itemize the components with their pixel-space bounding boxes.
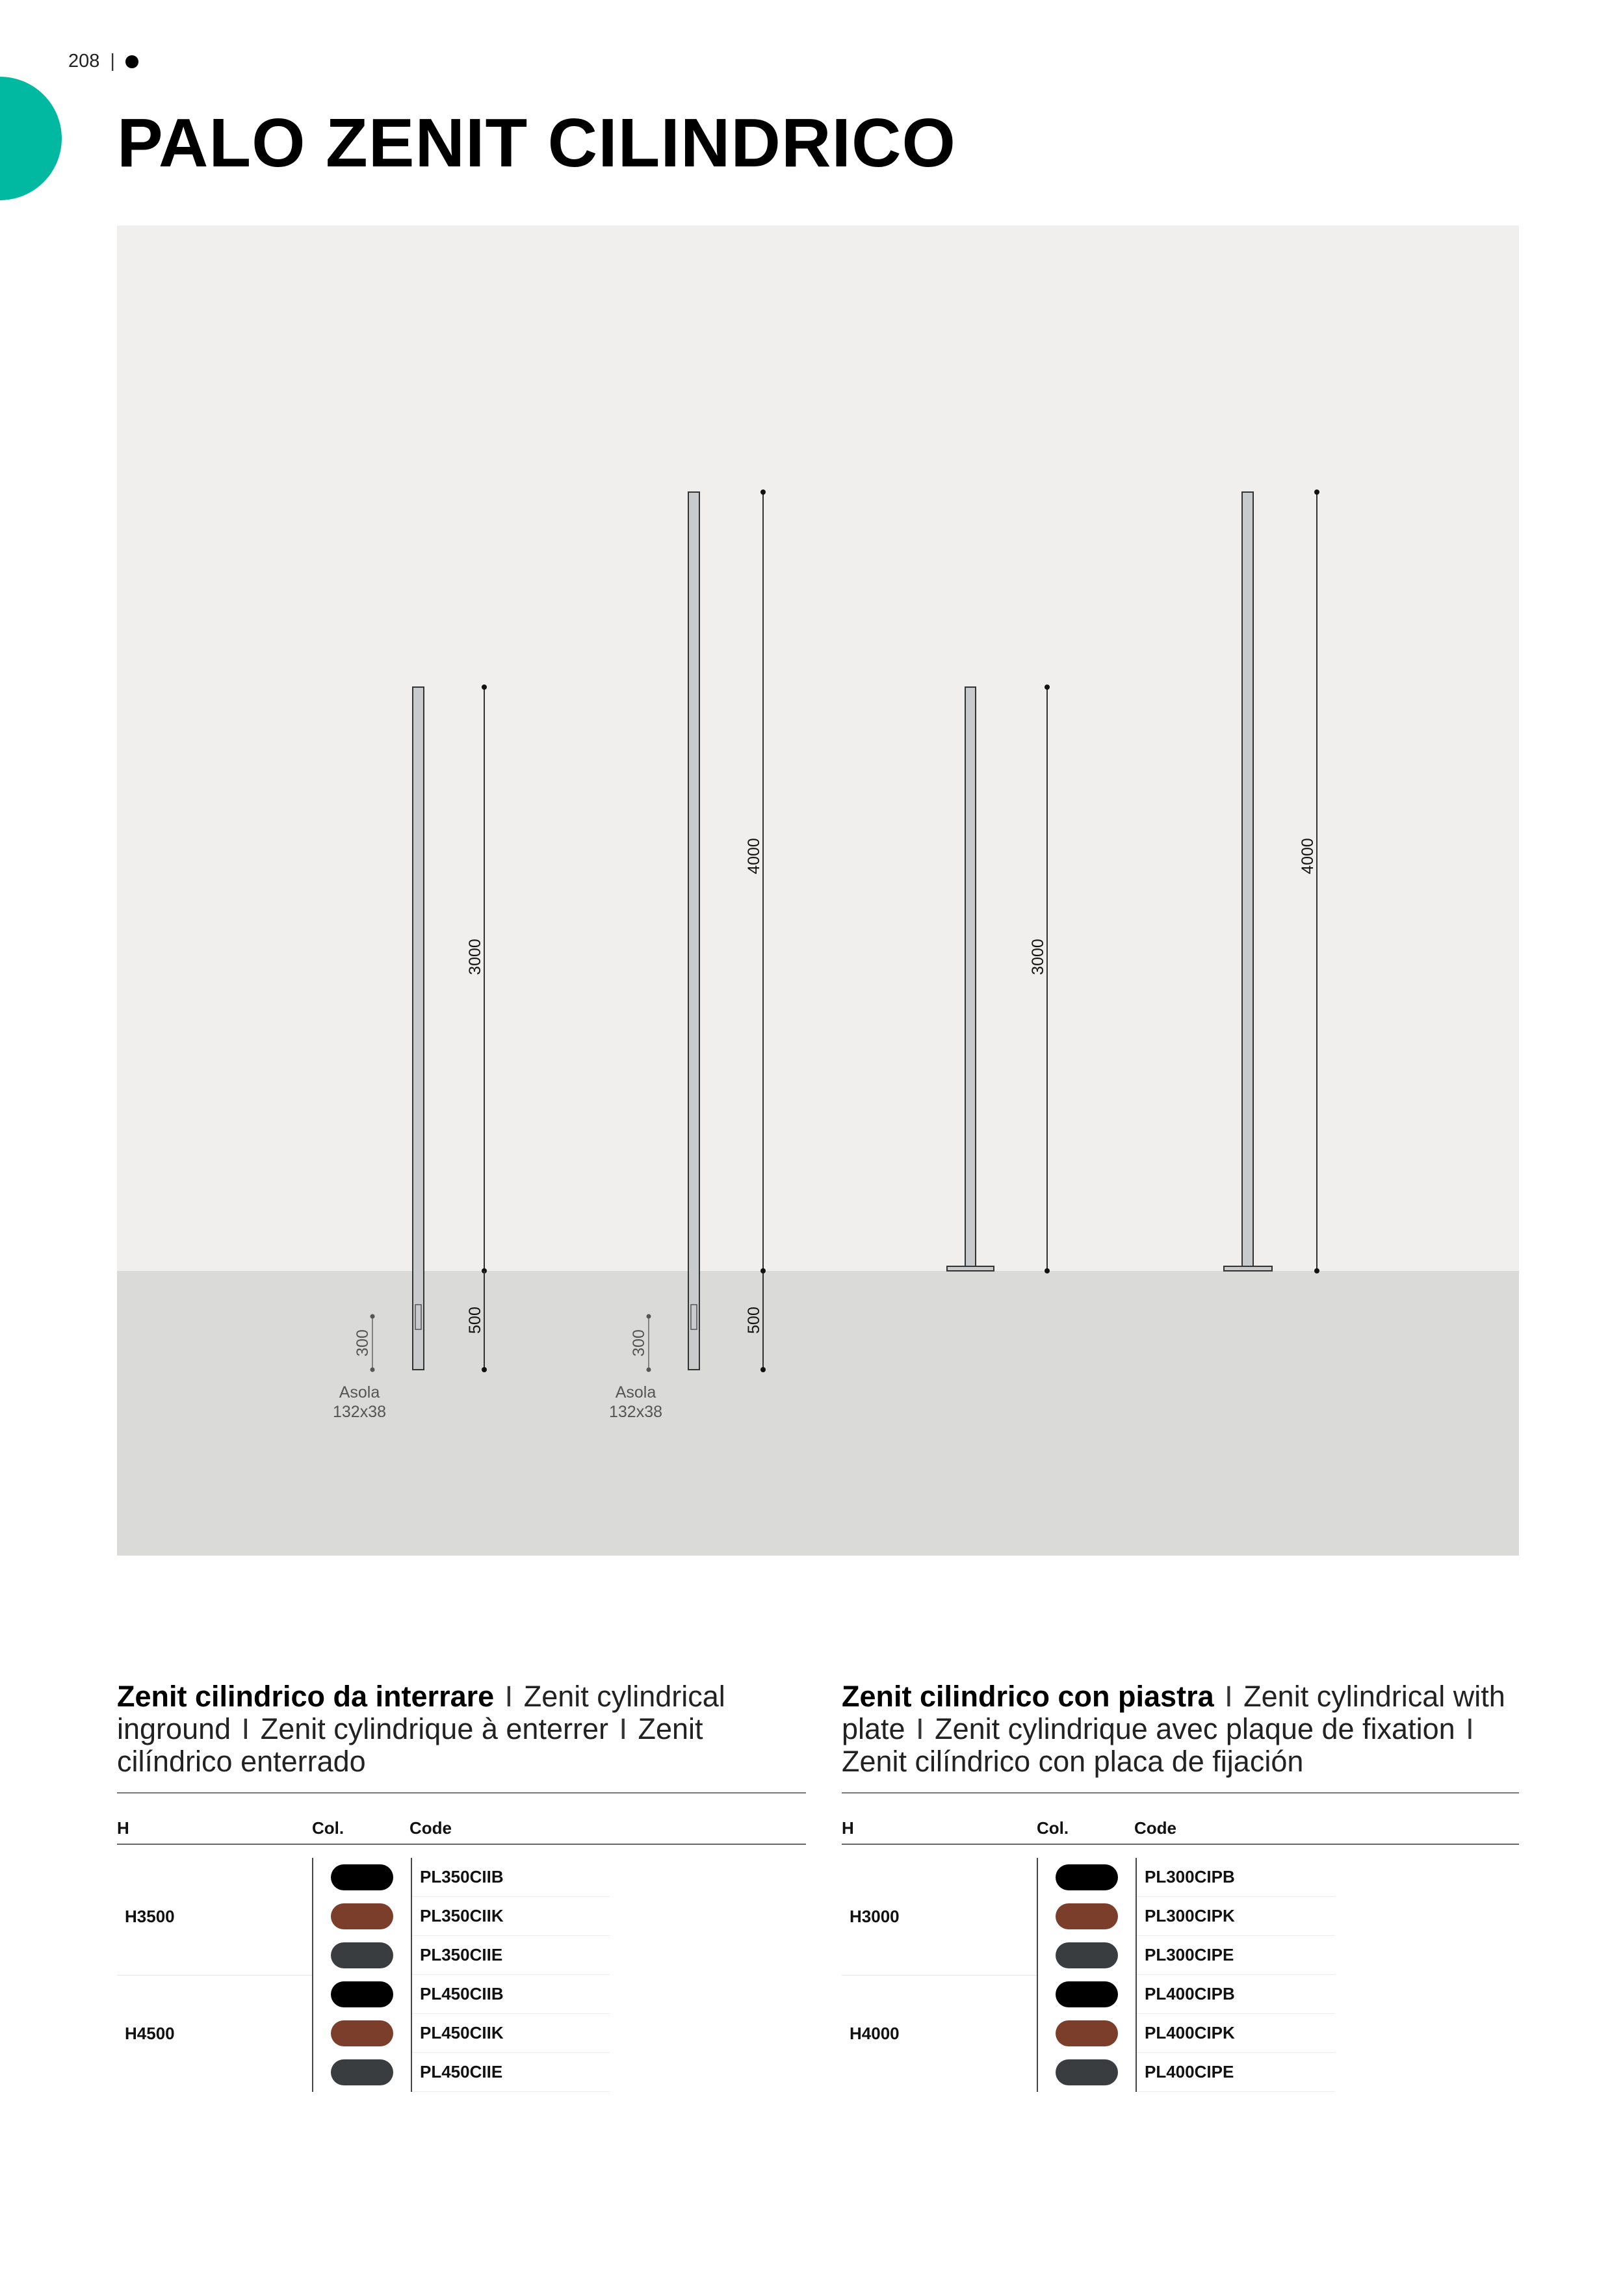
- color-swatch-corten: [1056, 1903, 1118, 1929]
- dimension-end-dot: [647, 1314, 651, 1319]
- page-number-separator: |: [110, 51, 115, 72]
- color-column: [312, 1858, 411, 2092]
- code-column: [411, 1858, 610, 2092]
- color-swatch-corten: [1056, 2020, 1118, 2046]
- color-cell: [1038, 1858, 1136, 1897]
- heading-spanish: Zenit cilíndrico con placa de fijación: [842, 1745, 1304, 1778]
- pole3-height-label: 3000: [1029, 939, 1047, 975]
- header-height: H: [842, 1818, 854, 1838]
- page-number-value: 208: [68, 51, 100, 72]
- heading-english: Zenit cylindrical with plate: [842, 1680, 1505, 1745]
- color-swatch-black: [331, 1981, 393, 2007]
- color-swatch-anthracite: [1056, 2059, 1118, 2085]
- section-heading: [842, 1680, 1519, 1794]
- height-cell: H3500: [125, 1906, 175, 1926]
- page-number: [68, 51, 138, 72]
- dimension-end-dot: [370, 1314, 375, 1319]
- product-code: PL300CIPB: [1137, 1858, 1335, 1897]
- product-code: PL300CIPE: [1137, 1936, 1335, 1975]
- dimension-end-dot: [1045, 1268, 1050, 1273]
- pole2-height-label: 4000: [745, 838, 763, 874]
- header-code: Code: [1134, 1818, 1176, 1838]
- pole-shaft: [688, 492, 699, 1370]
- bullet-dot-icon: [125, 55, 138, 68]
- pole2-slot-label: 300: [630, 1329, 648, 1357]
- color-cell: [313, 2053, 411, 2092]
- code-column: [1136, 1858, 1335, 2092]
- dimension-end-dot: [1045, 685, 1050, 690]
- dimension-end-dot: [647, 1368, 651, 1372]
- heading-spanish: Zenit cilíndrico enterrado: [117, 1712, 703, 1778]
- color-cell: [313, 1897, 411, 1936]
- slot-note-size: 132x38: [332, 1403, 387, 1421]
- dimension-end-dot: [370, 1368, 375, 1372]
- color-swatch-black: [1056, 1981, 1118, 2007]
- dimension-end-dot: [760, 1367, 766, 1372]
- pole-shaft: [1242, 492, 1253, 1268]
- height-column: [842, 1858, 1037, 2092]
- slot-note-size: 132x38: [608, 1403, 663, 1421]
- pole1-slot-label: 300: [354, 1329, 372, 1357]
- color-cell: [1038, 1936, 1136, 1975]
- color-swatch-anthracite: [331, 2059, 393, 2085]
- height-cell: H4000: [842, 1975, 1037, 2092]
- header-color: Col.: [312, 1818, 344, 1838]
- dimension-end-dot: [482, 1367, 487, 1372]
- height-cell: H4500: [117, 1975, 312, 2092]
- pole2-depth-label: 500: [745, 1307, 763, 1334]
- header-color: Col.: [1037, 1818, 1069, 1838]
- section-heading: [117, 1680, 806, 1794]
- product-code: PL400CIPE: [1137, 2053, 1335, 2092]
- section-inground: [117, 1680, 806, 2092]
- color-cell: [313, 1975, 411, 2014]
- slot-note-title: Asola: [615, 1383, 656, 1402]
- product-code: PL300CIPK: [1137, 1897, 1335, 1936]
- dimension-end-dot: [1314, 1268, 1319, 1273]
- color-cell: [313, 1936, 411, 1975]
- color-cell: [1038, 1897, 1136, 1936]
- color-swatch-anthracite: [1056, 1942, 1118, 1968]
- ground-area: [117, 1271, 1519, 1556]
- color-swatch-black: [1056, 1864, 1118, 1890]
- product-code: PL450CIIE: [412, 2053, 610, 2092]
- slot-note-title: Asola: [339, 1383, 380, 1402]
- pole1-depth-label: 500: [466, 1307, 484, 1334]
- heading-separator: I: [1466, 1712, 1474, 1745]
- product-code: PL450CIIB: [412, 1975, 610, 2014]
- heading-separator: I: [1225, 1680, 1233, 1713]
- heading-separator: I: [241, 1712, 250, 1745]
- base-plate: [1224, 1266, 1272, 1271]
- color-swatch-corten: [331, 2020, 393, 2046]
- technical-drawing-svg: [117, 226, 1519, 1556]
- product-code-table: [842, 1818, 1519, 2092]
- heading-separator: I: [504, 1680, 513, 1713]
- table-header: [842, 1818, 1519, 1845]
- color-swatch-corten: [331, 1903, 393, 1929]
- product-code: PL400CIPK: [1137, 2014, 1335, 2053]
- dimension-end-dot: [760, 1268, 766, 1273]
- dimension-end-dot: [760, 489, 766, 495]
- heading-italian: Zenit cilindrico da interrare: [117, 1680, 495, 1713]
- heading-english: Zenit cylindrical inground: [117, 1680, 725, 1745]
- product-code: PL350CIIK: [412, 1897, 610, 1936]
- product-code: PL400CIPB: [1137, 1975, 1335, 2014]
- pole-shaft: [965, 687, 976, 1268]
- table-header: [117, 1818, 806, 1845]
- dimension-end-dot: [1314, 489, 1319, 495]
- technical-drawing: [117, 226, 1519, 1556]
- color-column: [1037, 1858, 1136, 2092]
- height-cell: H3000: [850, 1906, 900, 1926]
- product-code: PL350CIIB: [412, 1858, 610, 1897]
- table-body: [117, 1858, 806, 2092]
- height-column: [117, 1858, 312, 2092]
- color-cell: [313, 1858, 411, 1897]
- heading-separator: I: [916, 1712, 924, 1745]
- color-cell: [1038, 2053, 1136, 2092]
- heading-italian: Zenit cilindrico con piastra: [842, 1680, 1214, 1713]
- header-height: H: [117, 1818, 129, 1838]
- product-code: PL350CIIE: [412, 1936, 610, 1975]
- color-cell: [1038, 2014, 1136, 2053]
- heading-french: Zenit cylindrique avec plaque de fixation: [935, 1712, 1455, 1745]
- base-plate: [947, 1266, 994, 1271]
- color-swatch-black: [331, 1864, 393, 1890]
- sky-area: [117, 226, 1519, 1271]
- table-body: [842, 1858, 1519, 2092]
- color-cell: [1038, 1975, 1136, 2014]
- pole4-height-label: 4000: [1299, 838, 1317, 874]
- pole1-height-label: 3000: [466, 939, 484, 975]
- header-code: Code: [409, 1818, 452, 1838]
- pole-shaft: [413, 687, 424, 1370]
- dimension-end-dot: [482, 685, 487, 690]
- heading-separator: I: [619, 1712, 627, 1745]
- page-title: PALO ZENIT CILINDRICO: [117, 105, 956, 181]
- section-plate: [842, 1680, 1519, 2092]
- product-code-table: [117, 1818, 806, 2092]
- section-tab-marker: [0, 77, 62, 200]
- color-cell: [313, 2014, 411, 2053]
- product-code: PL450CIIK: [412, 2014, 610, 2053]
- color-swatch-anthracite: [331, 1942, 393, 1968]
- heading-french: Zenit cylindrique à enterrer: [260, 1712, 608, 1745]
